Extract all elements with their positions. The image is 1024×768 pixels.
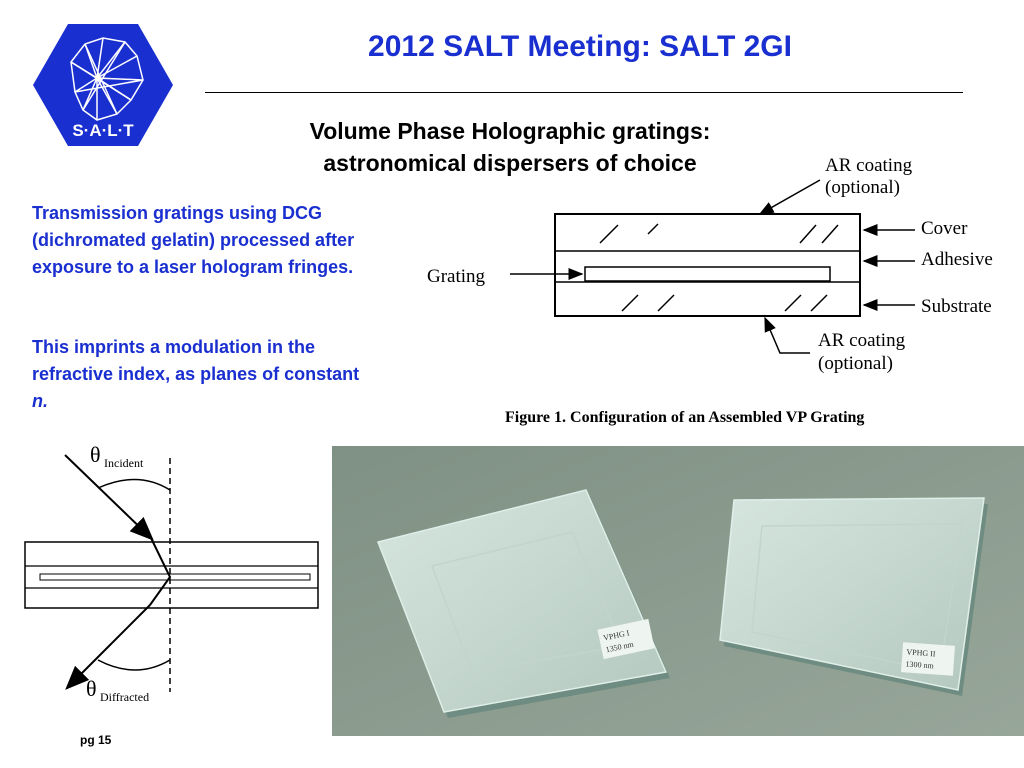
grating-film	[40, 574, 310, 580]
grating-layer	[585, 267, 830, 281]
diffracted-ray	[68, 605, 150, 687]
paragraph-modulation-text: This imprints a modulation in the refractive index, as planes of constant	[32, 337, 360, 384]
label-ar-coating-bottom: AR coating	[818, 330, 906, 351]
label-grating: Grating	[427, 266, 486, 287]
vpg-configuration-figure	[420, 150, 1020, 440]
paragraph-modulation-italic: n.	[32, 391, 48, 411]
left-plate-label-2: 1350 nm	[604, 639, 635, 655]
label-ar-optional-bottom: (optional)	[818, 353, 893, 374]
label-ar-coating-top: AR coating	[825, 155, 913, 176]
incident-angle-arc	[98, 479, 170, 490]
label-cover: Cover	[921, 218, 968, 239]
grating-assembly	[555, 214, 860, 316]
page-number: pg 15	[80, 733, 112, 747]
diffraction-angle-diagram	[20, 440, 330, 710]
incident-label: Incident	[104, 456, 144, 470]
right-plate-label-1: VPHG II	[906, 647, 936, 659]
paragraph-modulation	[32, 334, 372, 415]
label-adhesive: Adhesive	[921, 249, 993, 270]
diffracted-angle-arc	[98, 660, 170, 670]
theta-incident-symbol: θ	[90, 442, 101, 467]
grating-photo	[332, 446, 1024, 736]
title-divider	[205, 92, 963, 93]
ar-top-arrow	[760, 180, 820, 214]
figure-caption: Figure 1. Configuration of an Assembled VP Grating	[505, 409, 865, 426]
subtitle-line-1: Volume Phase Holographic gratings:	[309, 118, 711, 144]
salt-logo	[33, 22, 173, 148]
ar-bottom-arrow	[765, 318, 810, 353]
page-title: 2012 SALT Meeting: SALT 2GI	[368, 30, 792, 63]
left-plate-label-1: VPHG I	[602, 628, 631, 643]
paragraph-dcg: Transmission gratings using DCG (dichromated gelatin) processed after exposure to a laser hologram fringes.	[32, 203, 355, 277]
right-plate-label-2: 1300 nm	[905, 659, 935, 671]
diffracted-label: Diffracted	[100, 690, 150, 704]
subtitle-line-2: astronomical dispersers of choice	[323, 150, 697, 176]
label-substrate: Substrate	[921, 296, 992, 317]
label-ar-optional-top: (optional)	[825, 177, 900, 198]
theta-diffracted-symbol: θ	[86, 676, 97, 701]
logo-text: S·A·L·T	[72, 121, 134, 140]
